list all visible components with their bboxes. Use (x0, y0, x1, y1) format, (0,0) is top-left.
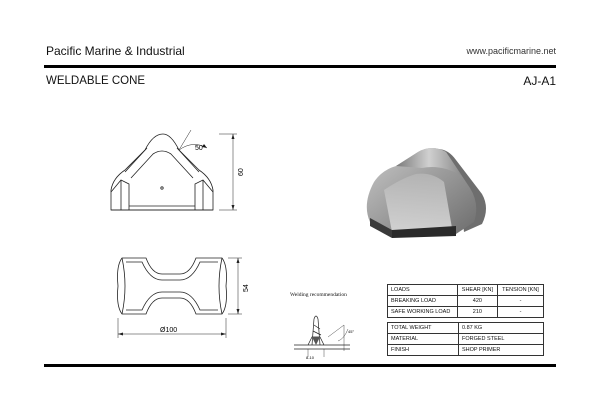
diameter-label: Ø100 (160, 327, 178, 334)
properties-table (387, 322, 544, 356)
table-cell: FINISH (388, 345, 459, 356)
welding-diagram (290, 305, 370, 360)
table-cell: FORGED STEEL (459, 334, 544, 345)
loads-table (387, 284, 544, 318)
weld-angle-label: 45° (348, 329, 355, 334)
table-cell: SHOP PRIMER (459, 345, 544, 356)
table-row (388, 345, 544, 356)
table-row (388, 285, 544, 296)
table-cell: MATERIAL (388, 334, 459, 345)
angle-label: 50° (195, 145, 206, 152)
company-name: Pacific Marine & Industrial (46, 44, 185, 58)
side-view-drawing (100, 248, 250, 343)
website-url: www.pacificmarine.net (466, 46, 556, 56)
table-cell: 210 (457, 307, 497, 318)
product-3d-render (352, 138, 492, 242)
table-row (388, 323, 544, 334)
weld-dim-label: 8-10 (306, 355, 315, 360)
tension-header: TENSION [KN] (498, 285, 544, 296)
footer-divider (44, 364, 556, 367)
table-cell: SAFE WORKING LOAD (388, 307, 458, 318)
shear-header: SHEAR [KN] (457, 285, 497, 296)
table-cell: 0.87 KG (459, 323, 544, 334)
table-cell: BREAKING LOAD (388, 296, 458, 307)
product-name: WELDABLE CONE (46, 75, 146, 87)
table-row (388, 296, 544, 307)
loads-header: LOADS (388, 285, 458, 296)
table-cell: TOTAL WEIGHT (388, 323, 459, 334)
table-cell: - (498, 307, 544, 318)
header-divider (44, 65, 556, 68)
table-cell: 420 (457, 296, 497, 307)
product-code: AJ-A1 (523, 74, 556, 88)
table-row (388, 307, 544, 318)
side-height-label: 54 (243, 284, 250, 292)
table-cell: - (498, 296, 544, 307)
height-label: 60 (238, 168, 245, 176)
table-row (388, 334, 544, 345)
welding-title: Welding recommendation (290, 292, 347, 298)
front-view-drawing (95, 120, 255, 225)
